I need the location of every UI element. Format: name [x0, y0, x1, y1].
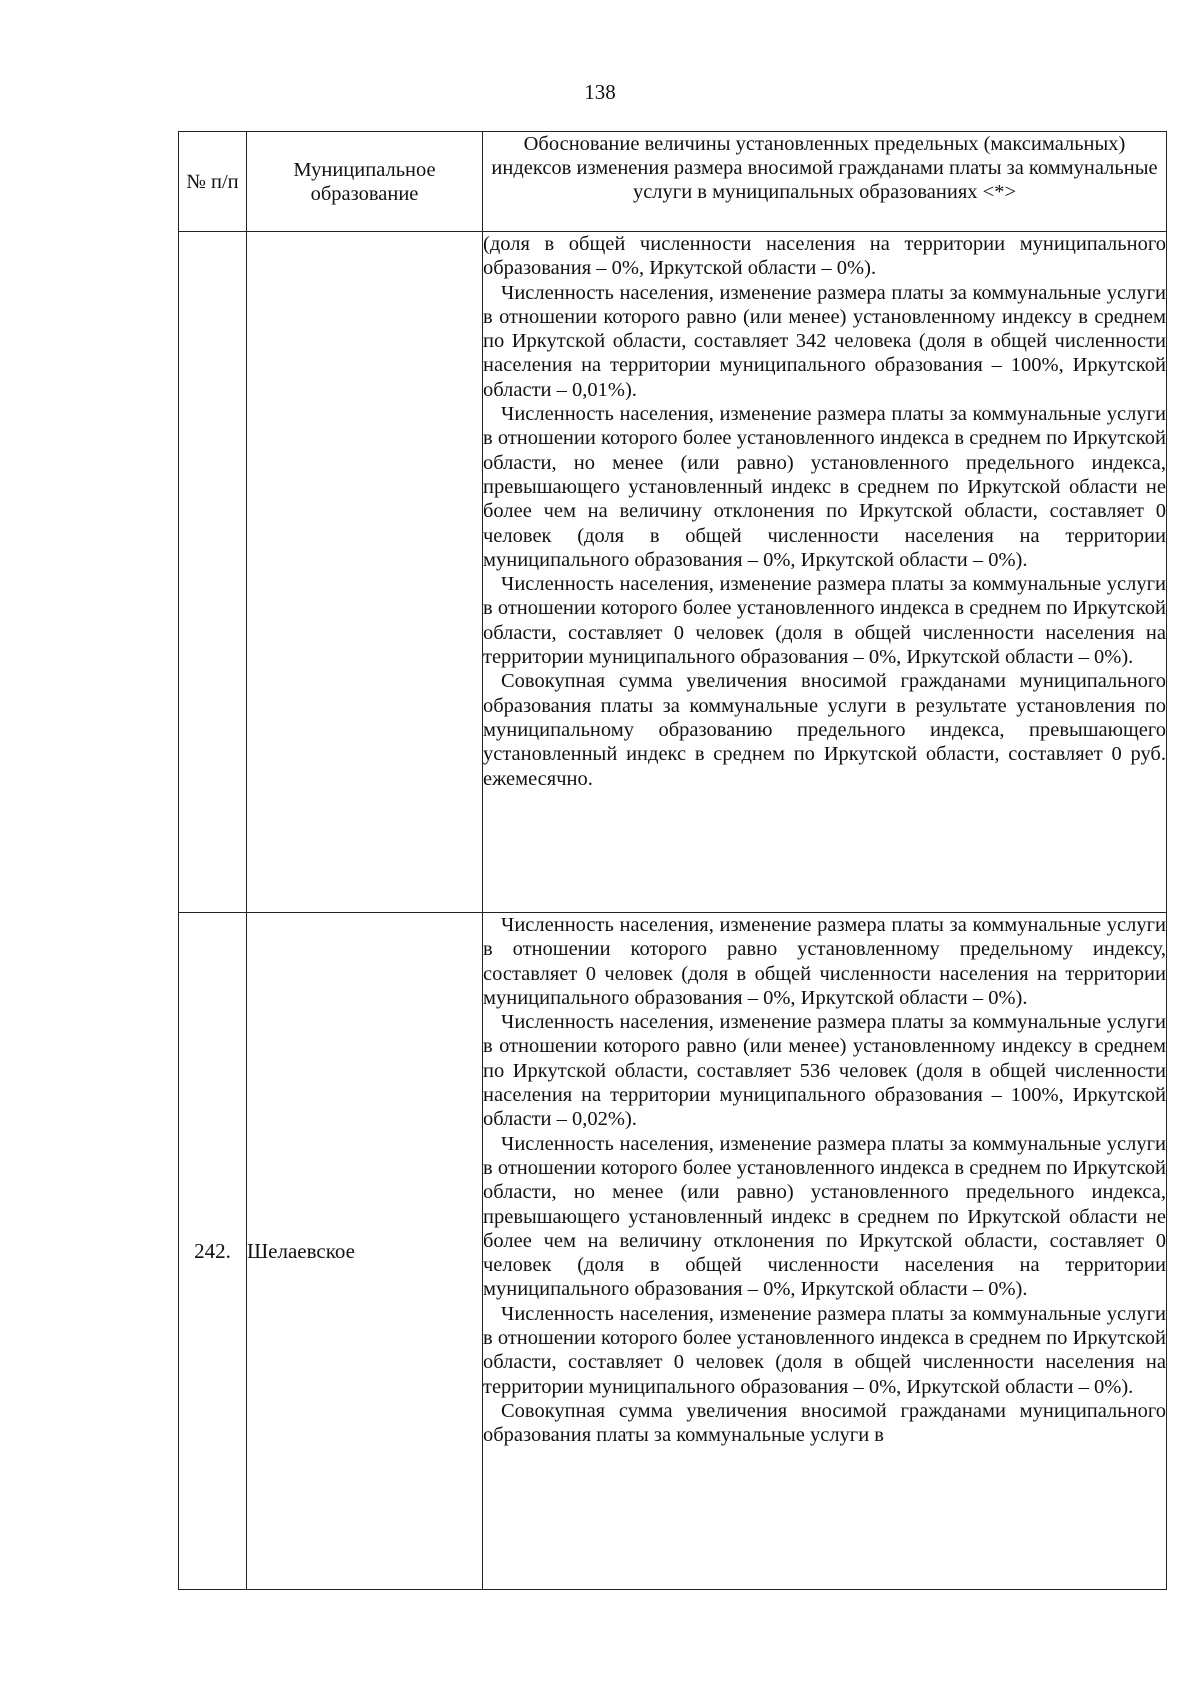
header-number: № п/п [179, 132, 247, 232]
row-municipality [247, 232, 483, 913]
header-justification: Обоснование величины установленных предельных (максимальных) индексов изменения размера вносимой гражданами платы за коммунальные услуги в муниципальных образованиях <*> [483, 132, 1167, 232]
row-justification [483, 913, 1167, 1590]
justification-paragraph: Численность населения, изменение размера платы за коммунальные услуги в отношении которого равно установленному предельному индексу, составляет 0 человек (доля в общей численности населения на территории муниципального образования – 0%, Иркутской области – 0%). [483, 914, 1166, 1009]
justification-paragraph: Совокупная сумма увеличения вносимой гражданами муниципального образования платы за коммунальные услуги в [483, 1399, 1166, 1447]
justification-paragraph: Численность населения, изменение размера платы за коммунальные услуги в отношении которого более установленного индекса в среднем по Иркутской области, составляет 0 человек (доля в общей численности населения на территории муниципального образования – 0%, Иркутской области – 0%). [483, 573, 1166, 669]
table-row [179, 232, 1167, 913]
municipal-index-table [178, 131, 1167, 1590]
justification-paragraph: (доля в общей численности населения на территории муниципального образования – 0%, Иркутской области – 0%). [483, 233, 1166, 280]
justification-paragraph: Численность населения, изменение размера платы за коммунальные услуги в отношении которого равно (или менее) установленному индексу в среднем по Иркутской области, составляет 342 человека (доля в общей численности населения на территории муниципального образования – 100%, Иркутской области – 0,01%). [483, 281, 1166, 401]
table-row [179, 913, 1167, 1590]
table-header-row [179, 132, 1167, 232]
page-number: 138 [584, 80, 616, 104]
justification-paragraph: Численность населения, изменение размера платы за коммунальные услуги в отношении которого равно (или менее) установленному индексу в среднем по Иркутской области, составляет 536 человек (доля в общей численности населения на территории муниципального образования – 100%, Иркутской области – 0,02%). [483, 1011, 1166, 1131]
header-municipality: Муниципальное образование [247, 132, 483, 232]
row-number [179, 232, 247, 913]
justification-paragraph: Совокупная сумма увеличения вносимой гражданами муниципального образования платы за коммунальные услуги в результате установления по муниципальному образованию предельного индекса, превышающего установленный индекс в среднем по Иркутской области, составляет 0 руб. ежемесячно. [483, 670, 1166, 790]
justification-paragraph: Численность населения, изменение размера платы за коммунальные услуги в отношении которого более установленного индекса в среднем по Иркутской области, но менее (или равно) установленного предельного индекса, превышающего установленный индекс в среднем по Иркутской области не более чем на величину отклонения по Иркутской области, составляет 0 человек (доля в общей численности населения на территории муниципального образования – 0%, Иркутской области – 0%). [483, 403, 1166, 571]
justification-paragraph: Численность населения, изменение размера платы за коммунальные услуги в отношении которого более установленного индекса в среднем по Иркутской области, составляет 0 человек (доля в общей численности населения на территории муниципального образования – 0%, Иркутской области – 0%). [483, 1302, 1166, 1398]
row-municipality: Шелаевское [247, 913, 483, 1590]
row-number: 242. [179, 913, 247, 1590]
row-justification [483, 232, 1167, 913]
justification-paragraph: Численность населения, изменение размера платы за коммунальные услуги в отношении которого более установленного индекса в среднем по Иркутской области, но менее (или равно) установленного предельного индекса, превышающего установленный индекс в среднем по Иркутской области не более чем на величину отклонения по Иркутской области, составляет 0 человек (доля в общей численности населения на территории муниципального образования – 0%, Иркутской области – 0%). [483, 1132, 1166, 1301]
